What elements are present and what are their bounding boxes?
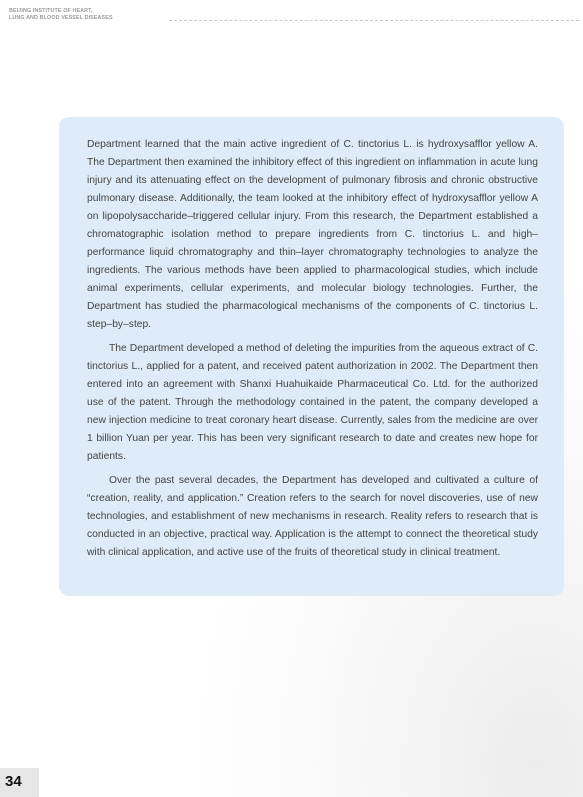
- header-line-1: BEIJING INSTITUTE OF HEART,: [9, 8, 93, 14]
- paragraph-3: Over the past several decades, the Department has developed and cultivated a culture of “creation, reality, and application.” Creation refers to the search for novel discoveries, use of new technologies, and establishment of new mechanisms in research. Reality refers to research that is conducted in an objective, practical way. Application is the attempt to connect the theoretical study with clinical application, and active use of the fruits of theoretical study in clinical treatment.: [87, 475, 538, 558]
- paragraph-2: The Department developed a method of deleting the impurities from the aqueous extract of C. tinctorius L., applied for a patent, and received patent authorization in 2002. The Department then entered into an agreement with Shanxi Huahuikaide Pharmaceutical Co. Ltd. for the authorized use of the patent. Through the methodology contained in the patent, the company developed a new injection medicine to treat coronary heart disease. Currently, sales from the medicine are over 1 billion Yuan per year. This has been very significant research to date and creates new hope for patients.: [87, 343, 538, 462]
- body-text: [87, 136, 538, 568]
- running-header: [9, 8, 579, 22]
- header-line-2: LUNG AND BLOOD VESSEL DISEASES: [9, 15, 113, 21]
- paragraph-1: Department learned that the main active ingredient of C. tinctorius L. is hydroxysafflor yellow A. The Department then examined the inhibitory effect of this ingredient on inflammation in acute lung injury and its attenuating effect on the development of pulmonary fibrosis and chronic obstructive pulmonary disease. Additionally, the team looked at the inhibitory effect of hydroxysafflor yellow A on lipopolysaccharide–triggered cellular injury. From this research, the Department established a chromatographic isolation method to prepare ingredients from C. tinctorius L. and high–performance liquid chromatography and thin–layer chromatography technologies to analyze the ingredients. The various methods have been applied to pharmacological studies, which include animal experiments, cellular experiments, and molecular biology technologies. Further, the Department has studied the pharmacological mechanisms of the components of C. tinctorius L. step–by–step.: [87, 139, 538, 330]
- header-dashed-rule: [169, 20, 579, 21]
- page-number-box: [0, 768, 39, 797]
- page-number: 34: [5, 773, 22, 790]
